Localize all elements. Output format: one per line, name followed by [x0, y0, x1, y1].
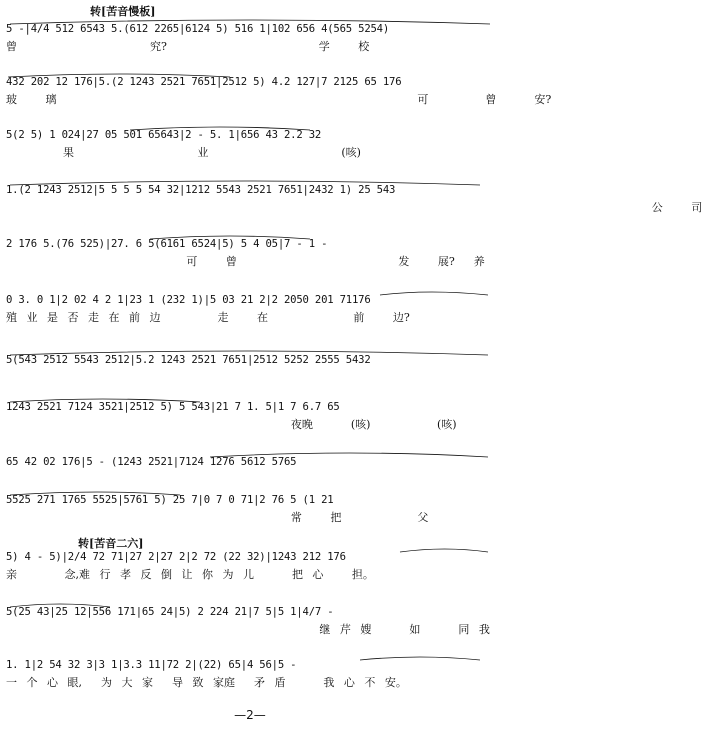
lyric-line: 曾 究? 学 校 [6, 40, 370, 53]
lyric-line: 亲 念,难 行 孝 反 倒 让 你 为 儿 把 心 担。 [6, 568, 374, 581]
notation-line: 2 176 5.(76 525)|27. 6 5(6161 6524|5) 5 4 05|7 - 1 - [6, 238, 328, 250]
notation-line: 5(2 5) 1 024|27 05 501 65643|2 - 5. 1|656 43 2.2 32 [6, 129, 322, 141]
lyric-line: 玻 璃 可 曾 安? [6, 93, 552, 106]
lyric-line [6, 371, 494, 385]
notation-line: 1. 1|2 54 32 3|3 1|3.3 11|72 2|(22) 65|4 56|5 - [6, 659, 297, 671]
notation-line: 5 -|4/4 512 6543 5.(612 2265|6124 5) 516 1|102 656 4(565 5254) [6, 23, 390, 35]
lyric-line: 一 个 心 眼, 为 大 家 导 致 家庭 矛 盾 我 心 不 安。 [6, 676, 407, 689]
lyric-line: 殖 业 是 否 走 在 前 边 走 在 前 边? [6, 311, 410, 324]
notation-line: 1243 2521 7124 3521|2512 5) 5 543|21 7 1. 5|1 7 6.7 65 [6, 401, 340, 413]
lyric-line: 可 曾 发 展? 养 [6, 255, 485, 268]
notation-line: 5) 4 - 5)|2/4 72 71|27 2|27 2|2 72 (22 32)|1243 212 176 [6, 551, 346, 563]
notation-line: 65 42 02 176|5 - (1243 2521|7124 1276 5612 5765 [6, 456, 297, 468]
lyric-line: 果 业 (咳) [6, 146, 361, 159]
lyric-line: 公 司 [6, 201, 702, 214]
lyric-line: 常 把 父 [6, 511, 429, 524]
notation-line: 5525 271 1765 5525|5761 5) 25 7|0 7 0 71|2 76 5 (1 21 [6, 494, 334, 506]
lyric-line [6, 473, 494, 487]
lyric-line: 继 芹 嫂 如 同 我 [6, 623, 490, 636]
tempo-mark-kuyin-erliu: 转[苦音二六] [78, 537, 144, 550]
notation-line: 0 3. 0 1|2 02 4 2 1|23 1 (232 1)|5 03 21 2|2 2050 201 71176 [6, 294, 371, 306]
notation-line: 5(543 2512 5543 2512|5.2 1243 2521 7651|2512 5252 2555 5432 [6, 354, 371, 366]
notation-line: 432 202 12 176|5.(2 1243 2521 7651|2512 5) 4.2 127|7 2125 65 176 [6, 76, 402, 88]
notation-line: 1.(2 1243 2512|5 5 5 5 54 32|1212 5543 2521 7651|2432 1) 25 543 [6, 184, 396, 196]
tempo-mark-kuyin-manban: 转[苦音慢板] [90, 5, 156, 18]
notation-line: 5(25 43|25 12|556 171|65 24|5) 2 224 21|7 5|5 1|4/7 - [6, 606, 334, 618]
lyric-line: 夜晚 (咳) (咳) [6, 418, 457, 431]
page-number: —2— [234, 708, 266, 722]
